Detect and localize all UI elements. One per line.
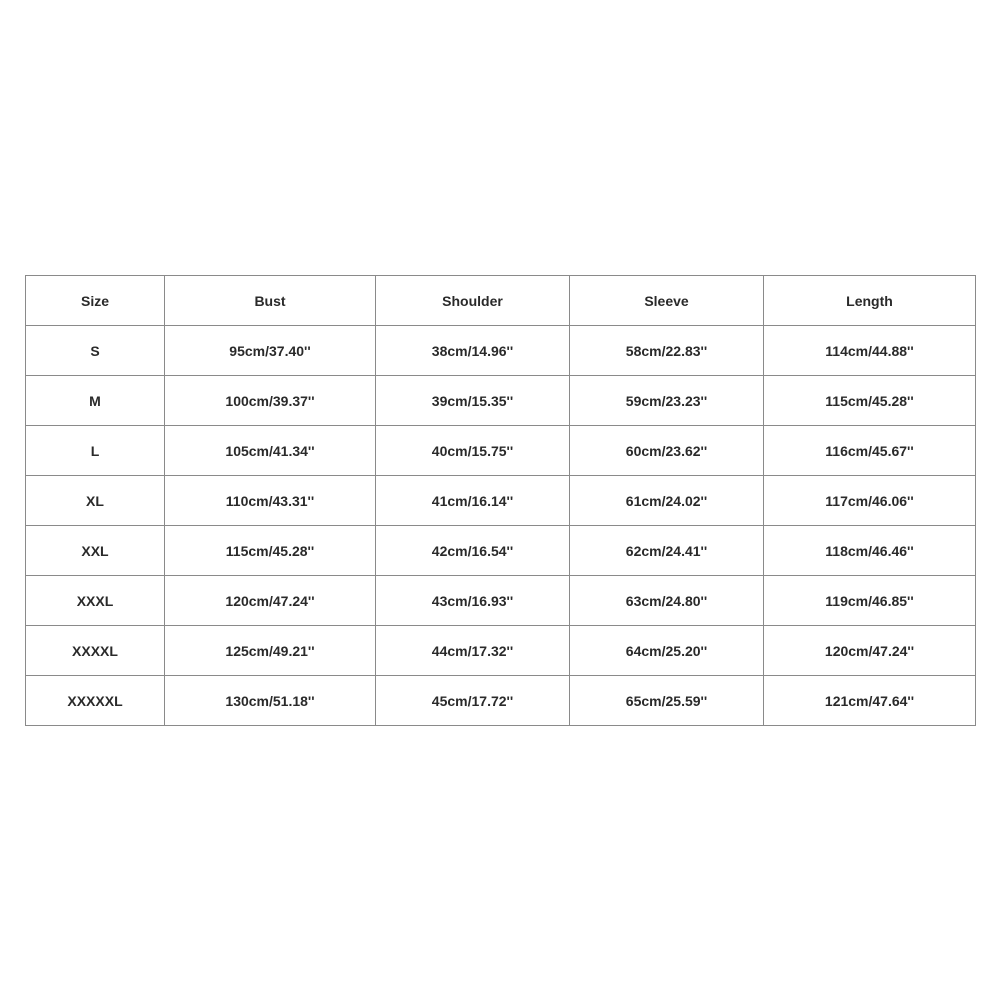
cell-length: 114cm/44.88'' <box>764 326 976 376</box>
table-row <box>26 676 976 726</box>
table-row <box>26 426 976 476</box>
header-length: Length <box>764 276 976 326</box>
cell-size: XXXL <box>26 576 165 626</box>
cell-sleeve: 58cm/22.83'' <box>570 326 764 376</box>
cell-bust: 100cm/39.37'' <box>165 376 376 426</box>
cell-length: 120cm/47.24'' <box>764 626 976 676</box>
table-row <box>26 326 976 376</box>
cell-size: XL <box>26 476 165 526</box>
cell-length: 118cm/46.46'' <box>764 526 976 576</box>
size-chart-table <box>25 275 976 726</box>
cell-shoulder: 44cm/17.32'' <box>376 626 570 676</box>
cell-length: 117cm/46.06'' <box>764 476 976 526</box>
cell-sleeve: 63cm/24.80'' <box>570 576 764 626</box>
header-size: Size <box>26 276 165 326</box>
header-row <box>26 276 976 326</box>
cell-bust: 115cm/45.28'' <box>165 526 376 576</box>
cell-bust: 95cm/37.40'' <box>165 326 376 376</box>
size-chart-body <box>26 326 976 726</box>
cell-size: XXXXXL <box>26 676 165 726</box>
cell-shoulder: 40cm/15.75'' <box>376 426 570 476</box>
cell-shoulder: 39cm/15.35'' <box>376 376 570 426</box>
cell-bust: 130cm/51.18'' <box>165 676 376 726</box>
table-row <box>26 526 976 576</box>
cell-bust: 105cm/41.34'' <box>165 426 376 476</box>
cell-length: 115cm/45.28'' <box>764 376 976 426</box>
cell-sleeve: 64cm/25.20'' <box>570 626 764 676</box>
cell-sleeve: 61cm/24.02'' <box>570 476 764 526</box>
cell-bust: 110cm/43.31'' <box>165 476 376 526</box>
table-row <box>26 476 976 526</box>
cell-shoulder: 42cm/16.54'' <box>376 526 570 576</box>
header-sleeve: Sleeve <box>570 276 764 326</box>
cell-shoulder: 41cm/16.14'' <box>376 476 570 526</box>
cell-length: 116cm/45.67'' <box>764 426 976 476</box>
cell-sleeve: 62cm/24.41'' <box>570 526 764 576</box>
size-chart-header <box>26 276 976 326</box>
cell-sleeve: 65cm/25.59'' <box>570 676 764 726</box>
cell-sleeve: 60cm/23.62'' <box>570 426 764 476</box>
table-row <box>26 576 976 626</box>
header-shoulder: Shoulder <box>376 276 570 326</box>
cell-bust: 125cm/49.21'' <box>165 626 376 676</box>
cell-size: S <box>26 326 165 376</box>
cell-size: M <box>26 376 165 426</box>
header-bust: Bust <box>165 276 376 326</box>
cell-length: 121cm/47.64'' <box>764 676 976 726</box>
cell-shoulder: 38cm/14.96'' <box>376 326 570 376</box>
table-row <box>26 376 976 426</box>
cell-size: L <box>26 426 165 476</box>
table-row <box>26 626 976 676</box>
cell-size: XXL <box>26 526 165 576</box>
cell-size: XXXXL <box>26 626 165 676</box>
cell-length: 119cm/46.85'' <box>764 576 976 626</box>
cell-bust: 120cm/47.24'' <box>165 576 376 626</box>
cell-sleeve: 59cm/23.23'' <box>570 376 764 426</box>
cell-shoulder: 45cm/17.72'' <box>376 676 570 726</box>
cell-shoulder: 43cm/16.93'' <box>376 576 570 626</box>
